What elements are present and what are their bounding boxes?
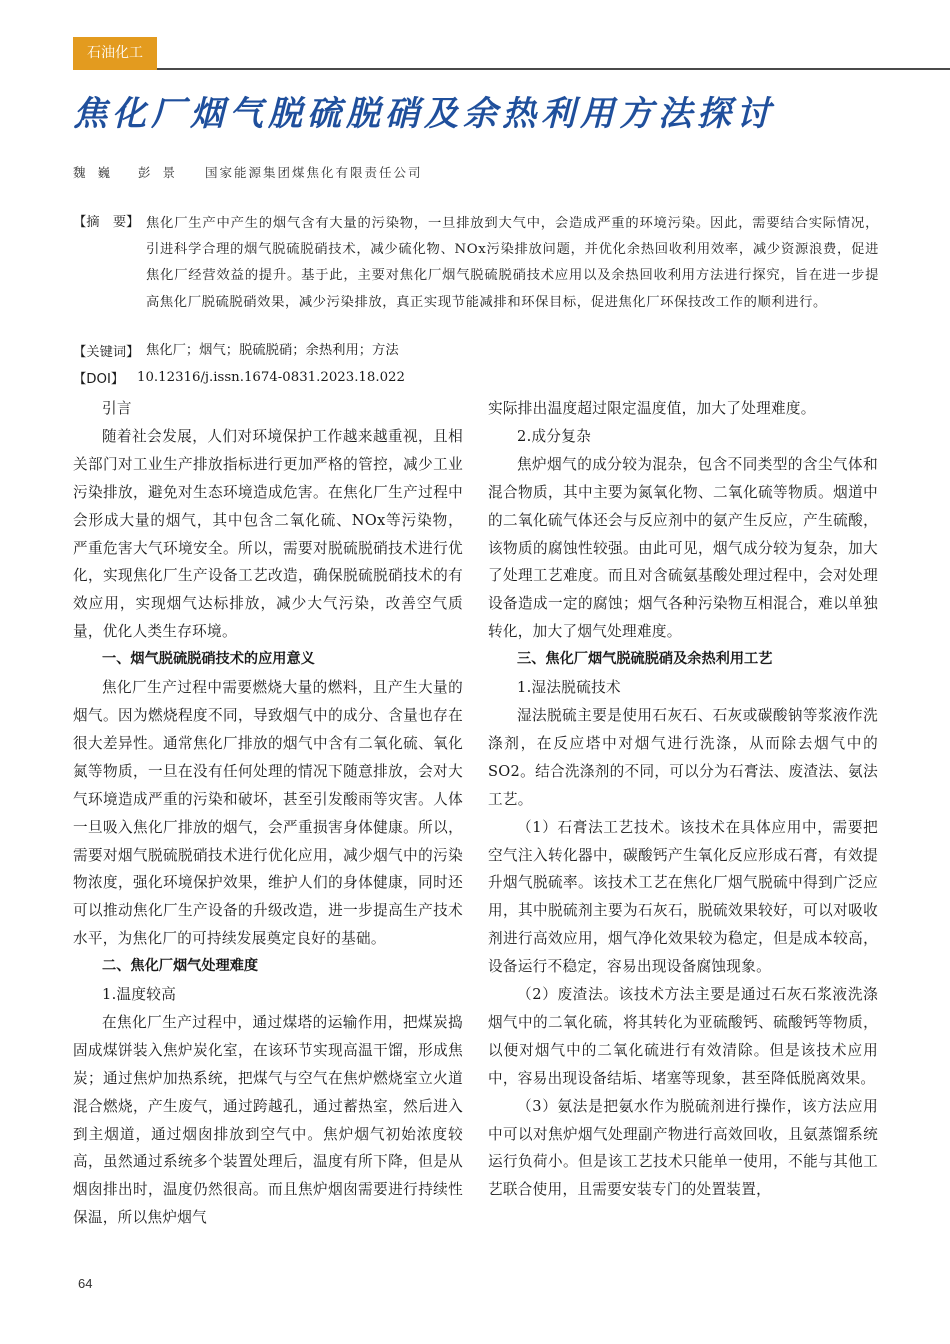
authors: 魏巍 彭景 xyxy=(73,165,187,180)
intro-paragraph: 随着社会发展，人们对环境保护工作越来越重视，且相关部门对工业生产排放指标进行更加严格的管控，减少工业污染排放，避免对生态环境造成危害。在焦化厂生产过程中会形成大量的烟气，其中包含二氧化硫、NOx等污染物，严重危害大气环境安全。所以，需要对脱硫脱硝技术进行优化，实现焦化厂生产设备工艺改造，确保脱硫脱硝技术的有效应用，实现烟气达标排放，减少大气污染，改善空气质量，优化人类生存环境。 xyxy=(73,427,463,641)
affiliation: 国家能源集团煤焦化有限责任公司 xyxy=(204,165,423,180)
abstract xyxy=(73,211,879,341)
abstract-text: 焦化厂生产中产生的烟气含有大量的污染物，一旦排放到大气中，会造成严重的环境污染。因此，需要结合实际情况，引进科学合理的烟气脱硫脱硝技术，减少硫化物、NOx污染排放问题，并优化余热回收利用效率，减少资源浪费，促进焦化厂经营效益的提升。基于此，主要对焦化厂烟气脱硫脱硝技术应用以及余热回收利用方法进行探究，旨在进一步提高焦化厂脱硫脱硝效果，减少污染排放，真正实现节能减排和环保目标，促进焦化厂环保技改工作的顺利进行。 xyxy=(146,216,879,310)
right-column xyxy=(488,395,878,1204)
keywords-label: 【关键词】 xyxy=(73,345,140,360)
intro-heading: 引言 xyxy=(102,400,132,417)
section3-paragraph2: （1）石膏法工艺技术。该技术在具体应用中，需要把空气注入转化器中，碳酸钙产生氧化反应形成石膏，有效提升烟气脱硫率。该技术工艺在焦化厂烟气脱硫中得到广泛应用，其中脱硫剂主要为石灰石，脱硫效果较好，可以对吸收剂进行高效应用，烟气净化效果较为稳定，但是成本较高，设备运行不稳定，容易出现设备腐蚀现象。 xyxy=(488,818,878,976)
section3-heading: 三、焦化厂烟气脱硫脱硝及余热利用工艺 xyxy=(517,651,773,668)
section1-paragraph: 焦化厂生产过程中需要燃烧大量的燃料，且产生大量的烟气。因为燃烧程度不同，导致烟气中的成分、含量也存在很大差异性。通常焦化厂排放的烟气中含有二氧化硫、氧化氮等物质，一旦在没有任何处理的情况下随意排放，会对大气环境造成严重的污染和破坏，甚至引发酸雨等灾害。人体一旦吸入焦化厂排放的烟气，会严重损害身体健康。所以，需要对烟气脱硫脱硝技术进行优化应用，减少烟气中的污染物浓度，强化环境保护效果，维护人们的身体健康，同时还可以推动焦化厂生产设备的升级改造，进一步提高生产技术水平，为焦化厂的可持续发展奠定良好的基础。 xyxy=(73,679,463,948)
section3-sub1: 1.湿法脱硫技术 xyxy=(517,679,621,697)
byline xyxy=(73,163,422,181)
section3-paragraph4: （3）氨法是把氨水作为脱硫剂进行操作，该方法应用中可以对焦炉烟气处理副产物进行高效回收，且氨蒸馏系统运行负荷小。但是该工艺技术只能单一使用，不能与其他工艺联合使用，且需要安装专门的处置装置， xyxy=(488,1097,878,1199)
section2-sub2: 2.成分复杂 xyxy=(517,427,592,445)
section-tag: 石油化工 xyxy=(73,37,157,70)
section1-heading: 一、烟气脱硫脱硝技术的应用意义 xyxy=(102,651,315,668)
section2-sub1: 1.温度较高 xyxy=(102,986,177,1004)
section3-paragraph1: 湿法脱硫主要是使用石灰石、石灰或碳酸钠等浆液作洗涤剂，在反应塔中对烟气进行洗涤，从而除去烟气中的SO2。结合洗涤剂的不同，可以分为石膏法、废渣法、氨法工艺。 xyxy=(488,706,878,808)
continued-paragraph: 实际排出温度超过限定温度值，加大了处理难度。 xyxy=(488,400,816,417)
abstract-label: 【摘 要】 xyxy=(73,215,140,230)
page-number: 64 xyxy=(78,1276,93,1291)
section2-paragraph2: 焦炉烟气的成分较为混杂，包含不同类型的含尘气体和混合物质，其中主要为氮氧化物、二氧化硫等物质。烟道中的二氧化硫气体还会与反应剂中的氨产生反应，产生硫酸，该物质的腐蚀性较强。由此可见，烟气成分较为复杂，加大了处理工艺难度。而且对含硫氨基酸处理过程中，会对处理设备造成一定的腐蚀；烟气各种污染物互相混合，难以单独转化，加大了烟气处理难度。 xyxy=(488,455,878,641)
section2-paragraph1: 在焦化厂生产过程中，通过煤塔的运输作用，把煤炭捣固成煤饼装入焦炉炭化室，在该环节实现高温干馏，形成焦炭；通过焦炉加热系统，把煤气与空气在焦炉燃烧室立火道混合燃烧，产生废气，通过跨越孔，通过蓄热室，然后进入到主烟道，通过烟囱排放到空气中。焦炉烟气初始浓度较高，虽然通过系统多个装置处理后，温度有所下降，但是从烟囱排出时，温度仍然很高。而且焦炉烟囱需要进行持续性保温，所以焦炉烟气 xyxy=(73,1013,463,1227)
article-title: 焦化厂烟气脱硫脱硝及余热利用方法探讨 xyxy=(73,94,775,134)
section2-heading: 二、焦化厂烟气处理难度 xyxy=(102,958,259,975)
left-column xyxy=(73,395,463,1232)
keywords xyxy=(73,341,879,367)
doi-label: 【DOI】 xyxy=(73,372,125,387)
keywords-text: 焦化厂；烟气；脱硫脱硝；余热利用；方法 xyxy=(146,343,399,358)
section3-paragraph3: （2）废渣法。该技术方法主要是通过石灰石浆液洗涤烟气中的二氧化硫，将其转化为亚硫酸钙、硫酸钙等物质，以便对烟气中的二氧化硫进行有效清除。但是该技术应用中，容易出现设备结垢、堵塞等现象，甚至降低脱离效果。 xyxy=(488,986,878,1087)
header-rule xyxy=(157,68,950,70)
doi xyxy=(73,368,879,394)
doi-text: 10.12316/j.issn.1674-0831.2023.18.022 xyxy=(137,370,405,385)
